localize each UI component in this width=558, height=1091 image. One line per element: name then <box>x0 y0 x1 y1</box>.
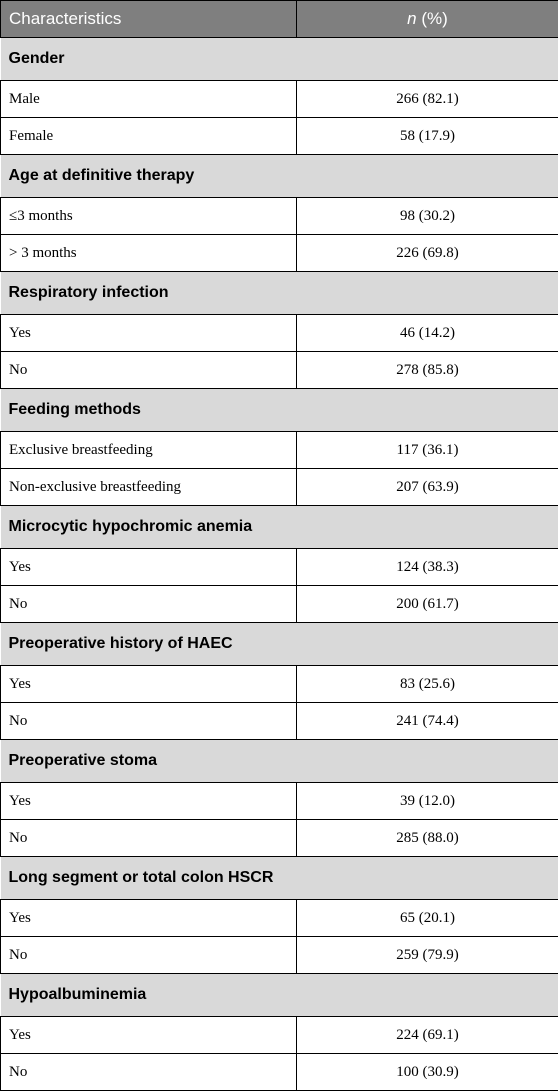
row-value: 200 (61.7) <box>297 586 558 623</box>
row-label: No <box>1 586 297 623</box>
table-row <box>1 432 558 469</box>
group-title: Preoperative stoma <box>1 740 558 783</box>
row-value: 241 (74.4) <box>297 703 558 740</box>
table-row <box>1 900 558 937</box>
table-row <box>1 586 558 623</box>
row-label: Yes <box>1 666 297 703</box>
table-row <box>1 1054 558 1091</box>
group-row <box>1 623 558 666</box>
row-value: 58 (17.9) <box>297 118 558 155</box>
table-row <box>1 820 558 857</box>
table-row <box>1 703 558 740</box>
row-label: Yes <box>1 315 297 352</box>
row-label: > 3 months <box>1 235 297 272</box>
row-label: No <box>1 820 297 857</box>
row-value: 259 (79.9) <box>297 937 558 974</box>
group-title: Age at definitive therapy <box>1 155 558 198</box>
row-value: 83 (25.6) <box>297 666 558 703</box>
row-value: 226 (69.8) <box>297 235 558 272</box>
table-row <box>1 198 558 235</box>
row-label: Yes <box>1 783 297 820</box>
row-value: 124 (38.3) <box>297 549 558 586</box>
group-title: Hypoalbuminemia <box>1 974 558 1017</box>
table-row <box>1 783 558 820</box>
group-row <box>1 506 558 549</box>
group-row <box>1 740 558 783</box>
row-value: 98 (30.2) <box>297 198 558 235</box>
row-label: No <box>1 937 297 974</box>
header-percent: (%) <box>421 9 447 28</box>
row-value: 46 (14.2) <box>297 315 558 352</box>
table-row <box>1 666 558 703</box>
header-characteristics: Characteristics <box>1 1 297 38</box>
row-label: Exclusive breastfeeding <box>1 432 297 469</box>
row-value: 65 (20.1) <box>297 900 558 937</box>
row-label: Non-exclusive breastfeeding <box>1 469 297 506</box>
header-n: n <box>407 9 416 28</box>
group-row <box>1 857 558 900</box>
row-value: 285 (88.0) <box>297 820 558 857</box>
row-label: Female <box>1 118 297 155</box>
group-title: Respiratory infection <box>1 272 558 315</box>
table-row <box>1 352 558 389</box>
group-title: Preoperative history of HAEC <box>1 623 558 666</box>
row-value: 117 (36.1) <box>297 432 558 469</box>
row-value: 207 (63.9) <box>297 469 558 506</box>
group-title: Long segment or total colon HSCR <box>1 857 558 900</box>
table-row <box>1 1017 558 1054</box>
table-row <box>1 81 558 118</box>
row-label: No <box>1 352 297 389</box>
table-row <box>1 549 558 586</box>
row-value: 278 (85.8) <box>297 352 558 389</box>
group-row <box>1 389 558 432</box>
table-row <box>1 315 558 352</box>
group-row <box>1 974 558 1017</box>
group-title: Feeding methods <box>1 389 558 432</box>
group-title: Gender <box>1 38 558 81</box>
row-label: Yes <box>1 900 297 937</box>
header-n-percent <box>297 1 558 38</box>
row-value: 39 (12.0) <box>297 783 558 820</box>
row-label: Male <box>1 81 297 118</box>
table-row <box>1 937 558 974</box>
row-value: 100 (30.9) <box>297 1054 558 1091</box>
table-row <box>1 235 558 272</box>
group-title: Microcytic hypochromic anemia <box>1 506 558 549</box>
table-header-row <box>1 1 558 38</box>
table-row <box>1 469 558 506</box>
table-body <box>1 38 558 1091</box>
row-label: No <box>1 1054 297 1091</box>
row-label: Yes <box>1 1017 297 1054</box>
row-label: ≤3 months <box>1 198 297 235</box>
row-value: 224 (69.1) <box>297 1017 558 1054</box>
group-row <box>1 38 558 81</box>
row-value: 266 (82.1) <box>297 81 558 118</box>
group-row <box>1 155 558 198</box>
row-label: No <box>1 703 297 740</box>
group-row <box>1 272 558 315</box>
row-label: Yes <box>1 549 297 586</box>
table-row <box>1 118 558 155</box>
